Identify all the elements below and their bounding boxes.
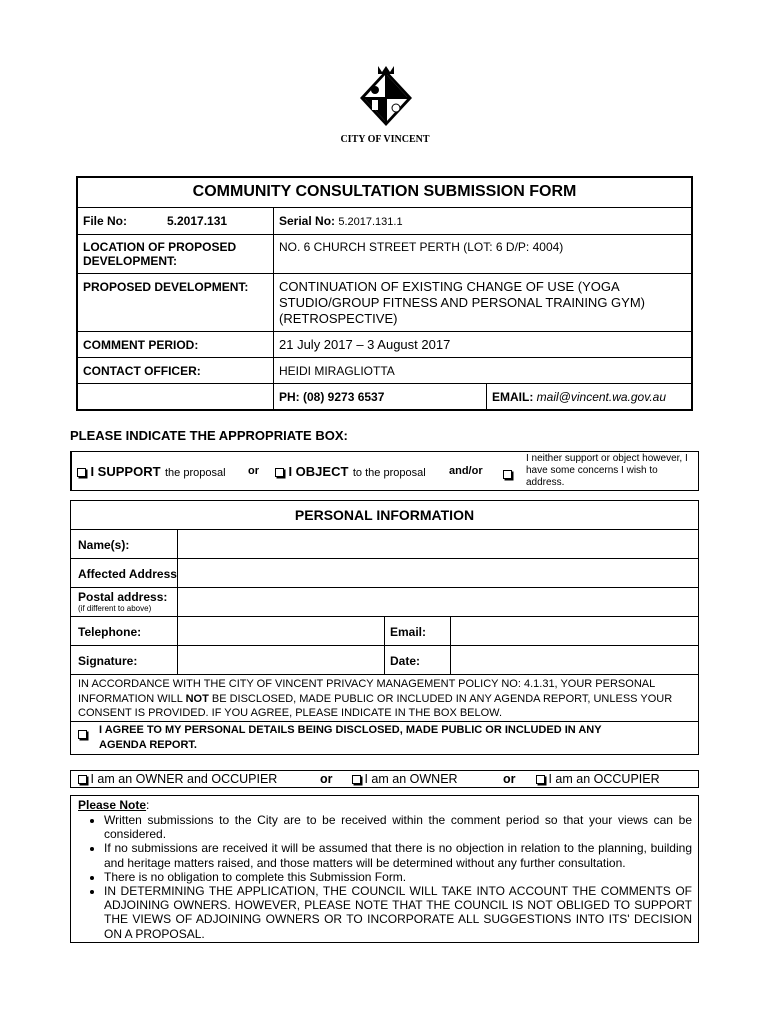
owner-occupier-option[interactable] <box>78 772 277 786</box>
file-no-value: 5.2017.131 <box>167 214 228 228</box>
telephone-input[interactable] <box>178 617 383 644</box>
comment-period-label: COMMENT PERIOD: <box>83 338 199 352</box>
note-item: • Written submissions to the City are to be received within the comment period so that your views can be considered. <box>104 813 692 841</box>
privacy-text-end: BE DISCLOSED, MADE PUBLIC OR INCLUDED IN ANY AGENDA REPORT, UNLESS YOUR CONSENT IS PROVIDED. IF YOU AGREE, PLEASE INDICATE IN THE BOX BELOW. <box>78 692 673 719</box>
support-option[interactable] <box>77 463 226 481</box>
contact-email-value[interactable]: mail@vincent.wa.gov.au <box>536 390 667 404</box>
contact-officer-label: CONTACT OFFICER: <box>83 364 201 378</box>
note-item: • There is no obligation to complete this Submission Form. <box>104 870 692 884</box>
names-input[interactable] <box>178 530 698 557</box>
personal-info-heading: PERSONAL INFORMATION <box>294 507 475 523</box>
contact-officer-value: HEIDI MIRAGLIOTTA <box>279 364 395 378</box>
object-checkbox[interactable] <box>275 468 284 477</box>
email-label: Email: <box>390 625 427 639</box>
privacy-text-start: IN ACCORDANCE WITH THE CITY OF VINCENT PRIVACY MANAGEMENT POLICY NO: 4.1.31, YOUR PERSONAL INFORMATION WILL <box>78 678 655 705</box>
concerns-label: I neither support or object however, I have some concerns I wish to address. <box>526 453 688 488</box>
note-item: • IN DETERMINING THE APPLICATION, THE COUNCIL WILL TAKE INTO ACCOUNT THE COMMENTS OF ADJOINING OWNERS. HOWEVER, PLEASE NOTE THAT THE COUNCIL IS NOT OBLIGED TO SUPPORT THE VIEWS OF ADJOINING OWNERS OR TO INCORPORATE ALL SUGGESTIONS INTO ITS' DECISION ON A PROPOSAL. <box>104 884 692 941</box>
contact-email-label: EMAIL: <box>492 390 534 404</box>
agree-checkbox[interactable] <box>78 730 87 739</box>
postal-address-note: (if different to above) <box>78 604 152 613</box>
affected-address-input[interactable] <box>178 559 698 586</box>
serial-no-value: 5.2017.131.1 <box>338 216 403 228</box>
location-value: NO. 6 CHURCH STREET PERTH (LOT: 6 D/P: 4004) <box>279 240 564 254</box>
contact-email <box>492 390 666 404</box>
postal-address-label: Postal address: <box>78 590 168 604</box>
agree-label-line1: I AGREE TO MY PERSONAL DETAILS BEING DISCLOSED, MADE PUBLIC OR INCLUDED IN ANY <box>99 724 602 736</box>
privacy-not: NOT <box>185 692 209 705</box>
location-label: LOCATION OF PROPOSED DEVELOPMENT: <box>83 240 237 268</box>
notes-heading <box>78 798 149 812</box>
telephone-label: Telephone: <box>78 625 142 639</box>
owner-checkbox[interactable] <box>352 775 361 784</box>
names-label: Name(s): <box>78 538 130 552</box>
signature-input[interactable] <box>178 646 383 673</box>
serial-no <box>279 214 403 228</box>
occupier-option[interactable] <box>536 772 660 786</box>
object-suffix: to the proposal <box>352 467 426 479</box>
owner-option[interactable] <box>352 772 458 786</box>
date-input[interactable] <box>451 646 698 673</box>
object-label: I OBJECT <box>288 464 349 479</box>
contact-phone: PH: (08) 9273 6537 <box>279 390 385 404</box>
or-separator: or <box>248 465 259 477</box>
affected-address-label: Affected Address <box>78 567 177 581</box>
comment-period-value: 21 July 2017 – 3 August 2017 <box>279 337 451 352</box>
object-option[interactable] <box>275 463 426 481</box>
email-input[interactable] <box>451 617 698 644</box>
owner-occupier-label: I am an OWNER and OCCUPIER <box>90 772 278 786</box>
file-no-label: File No: <box>83 214 127 228</box>
proposed-development-value: CONTINUATION OF EXISTING CHANGE OF USE (YOGA STUDIO/GROUP FITNESS AND PERSONAL TRAINING GYM) (RETROSPECTIVE) <box>279 279 645 326</box>
date-label: Date: <box>390 654 421 668</box>
proposed-development-label: PROPOSED DEVELOPMENT: <box>83 280 249 294</box>
support-label: I SUPPORT <box>90 464 161 479</box>
support-suffix: the proposal <box>164 467 226 479</box>
agree-label-line2: AGENDA REPORT. <box>99 739 197 751</box>
notes-heading-colon: : <box>146 798 150 812</box>
agree-checkbox-wrap[interactable] <box>78 725 87 743</box>
owner-occupier-checkbox[interactable] <box>78 775 87 784</box>
concerns-checkbox[interactable] <box>503 470 512 479</box>
city-of-vincent-crest-logo <box>356 64 416 130</box>
postal-address-input[interactable] <box>178 588 698 615</box>
occupier-label: I am an OCCUPIER <box>548 772 660 786</box>
notes-list <box>78 813 692 941</box>
support-checkbox[interactable] <box>77 468 86 477</box>
andor-separator: and/or <box>449 465 483 477</box>
signature-label: Signature: <box>78 654 138 668</box>
concerns-checkbox-wrap[interactable] <box>503 465 512 483</box>
indicate-heading: PLEASE INDICATE THE APPROPRIATE BOX: <box>70 428 348 443</box>
org-name: CITY OF VINCENT <box>340 134 430 145</box>
form-title: COMMUNITY CONSULTATION SUBMISSION FORM <box>192 183 577 200</box>
serial-no-label: Serial No: <box>279 214 336 228</box>
occupier-checkbox[interactable] <box>536 775 545 784</box>
privacy-statement <box>78 677 696 721</box>
note-item: • If no submissions are received it will be assumed that there is no objection in relation to the planning, building and heritage matters raised, and those matters will be determined without any further consultation. <box>104 841 692 869</box>
notes-heading-text: Please Note <box>78 798 147 812</box>
ownership-or-1: or <box>320 772 333 786</box>
ownership-or-2: or <box>503 772 516 786</box>
owner-label: I am an OWNER <box>364 772 458 786</box>
